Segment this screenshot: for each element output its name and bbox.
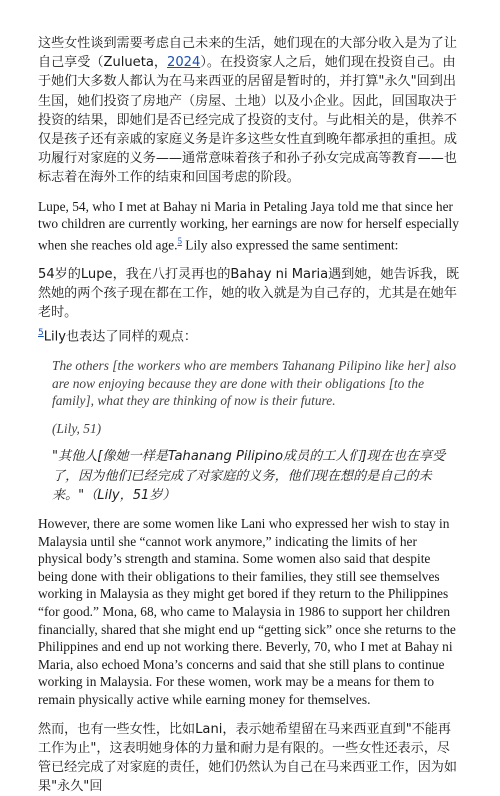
paragraph-en-lani: However, there are some women like Lani who expressed her wish to stay in Malaysia until she “cannot work anymore,” indicating the limits of her physical body’s strength and stamina. Some women also said that despite being done with their obligations to their families, they still see themselves working in Malaysia as they might get bored if they return to the Philippines “for good.” Mona, 68, who came to Malaysia in 1986 to support her children financially, shared that she might end up “getting sick” once she returns to the Philippines and end up not working there. Beverly, 70, who I met at Bahay ni Maria, also echoed Mona’s concerns and said that she still plans to continue working in Malaysia. For these women, work may be a means for them to remain physically active while earning money for themselves. <box>38 516 456 707</box>
paragraph-text: Lily also expressed the same sentiment: <box>181 237 399 253</box>
paragraph-zh-lani: 然而，也有一些女性，比如Lani，表示她希望留在马来西亚直到"不能再工作为止"，这表明她身体的力量和耐力是有限的。一些女性还表示，尽管已经完成了对家庭的责任，她们仍然认为自己在马来西亚工作，因为如果"永久"回 <box>38 721 457 795</box>
paragraph-en-lupe <box>38 198 462 254</box>
footnote-link[interactable]: 5 <box>38 328 44 339</box>
paragraph-text: Lupe, 54, who I met at Bahay ni Maria in Petaling Jaya told me that since her two children are currently working, her earnings are now for herself especially when she reaches old age. <box>38 198 459 253</box>
paragraph-text: 54岁的Lupe，我在八打灵再也的Bahay ni Maria遇到她，她告诉我，既然她的两个孩子现在都在工作，她的收入就是为自己存的，尤其是在她年老时。 <box>38 266 460 321</box>
paragraph-text: 这些女性谈到需要考虑自己未来的生活，她们现在的大部分收入是为了让自己享受（Zulueta， <box>38 36 457 71</box>
block-quote-en-citation: (Lily, 51) <box>52 420 102 436</box>
footnote-link[interactable]: 5 <box>177 235 182 246</box>
paragraph-text: Lily也表达了同样的观点： <box>43 329 197 345</box>
paragraph-zh-investment <box>38 34 462 188</box>
citation-link[interactable]: 2024 <box>166 55 201 71</box>
paragraph-zh-lupe <box>38 265 462 347</box>
block-quote-en: The others [the workers who are members Tahanang Pilipino like her] also are now enjoying because they are done with their obligations [to the family], what they are thinking of now is their future. <box>52 358 457 409</box>
block-quote-zh: "其他人[像她一样是Tahanang Pilipino成员的工人们]现在也在享受了，因为他们已经完成了对家庭的义务，他们现在想的是自己的未来。"（Lily，51岁） <box>52 449 446 503</box>
paragraph-text: ）。在投资家人之后，她们现在投资自己。由于她们大多数人都认为在马来西亚的居留是暂时的，并打算"永久"回到出生国，她们投资了房地产（房屋、土地）以及小企业。因此，回国取决于投资的结果，即她们是否已经完成了投资的支付。与此相关的是，供养不仅是孩子还有亲戚的家庭义务是许多这些女性直到晚年都承担的重担。成功履行对家庭的义务——通常意味着孩子和孙子孙女完成高等教育——也标志着在海外工作的结束和回国考虑的阶段。 <box>38 55 457 186</box>
